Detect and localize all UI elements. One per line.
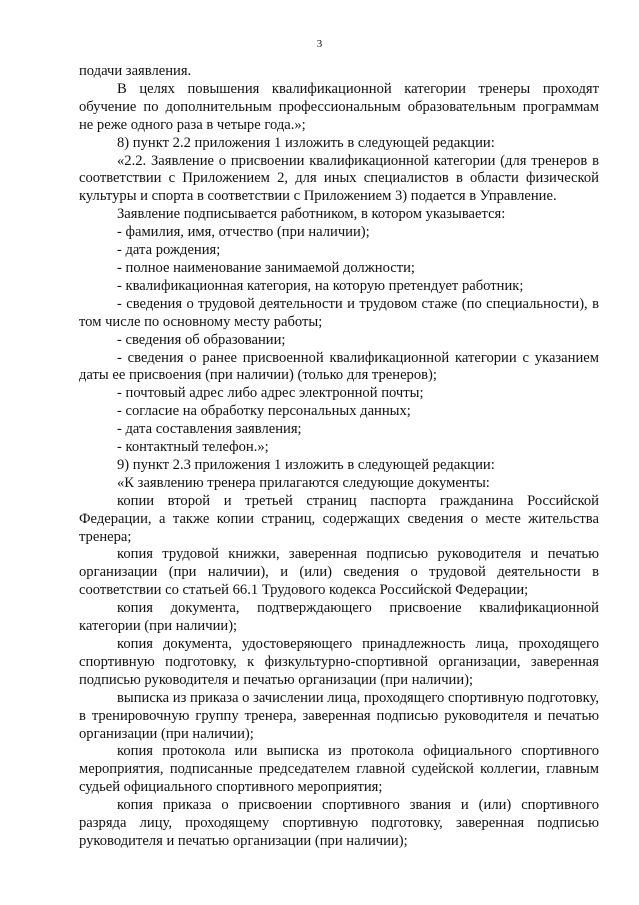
paragraph: копия трудовой книжки, заверенная подписью руководителя и печатью организации (при наличии), и (или) сведения о трудовой деятельности в соответствии со статьей 66.1 Трудового кодекса Российской Федерации; xyxy=(79,546,599,599)
list-item: - квалификационная категория, на которую претендует работник; xyxy=(117,277,524,294)
list-item: - полное наименование занимаемой должности; xyxy=(117,259,415,276)
paragraph-continuation: подачи заявления. xyxy=(79,63,192,79)
paragraph: копия протокола или выписка из протокола официального спортивного мероприятия, подписанные председателем главной судейской коллегии, главным судьей официального спортивного мероприятия; xyxy=(79,743,599,796)
list-item: - сведения об образовании; xyxy=(117,331,286,348)
list-item: - сведения о трудовой деятельности и трудовом стаже (по специальности), в том числе по основному месту работы; xyxy=(79,295,599,330)
list-item: - контактный телефон.»; xyxy=(117,439,269,456)
document-body xyxy=(79,63,599,851)
list-item: - фамилия, имя, отчество (при наличии); xyxy=(117,224,370,241)
amendment-item-9: 9) пункт 2.3 приложения 1 изложить в следующей редакции: xyxy=(117,456,495,473)
paragraph: копия документа, удостоверяющего принадлежность лица, проходящего спортивную подготовку, к физкультурно-спортивной организации, заверенная подписью руководителя и печатью организации (при наличии); xyxy=(79,636,599,688)
list-item: - почтовый адрес либо адрес электронной почты; xyxy=(117,385,424,402)
paragraph: копия документа, подтверждающего присвоение квалификационной категории (при наличии); xyxy=(79,600,599,635)
paragraph: «К заявлению тренера прилагаются следующие документы: xyxy=(117,474,490,491)
paragraph: В целях повышения квалификационной категории тренеры проходят обучение по дополнительным профессиональным образовательным программам не реже одного раза в четыре года.»; xyxy=(79,80,599,133)
paragraph: выписка из приказа о зачислении лица, проходящего спортивную подготовку, в тренировочную группу тренера, заверенная подписью руководителя и печатью организации (при наличии); xyxy=(79,689,599,742)
paragraph: копия приказа о присвоении спортивного звания и (или) спортивного разряда лицу, проходящему спортивную подготовку, заверенная подписью руководителя и печатью организации (при наличии); xyxy=(79,797,599,849)
paragraph: «2.2. Заявление о присвоении квалификационной категории (для тренеров в соответствии с Приложением 2, для иных специалистов в области физической культуры и спорта в соответствии с Приложением 3) подается в Управление. xyxy=(79,152,599,205)
list-item: - сведения о ранее присвоенной квалификационной категории с указанием даты ее присвоения (при наличии) (только для тренеров); xyxy=(79,349,599,384)
list-item: - дата составления заявления; xyxy=(117,421,302,438)
list-item: - согласие на обработку персональных данных; xyxy=(117,403,411,420)
paragraph: Заявление подписывается работником, в котором указывается: xyxy=(117,206,506,223)
page-number: 3 xyxy=(316,38,323,50)
paragraph: копии второй и третьей страниц паспорта гражданина Российской Федерации, а также копии страниц, содержащих сведения о месте жительства тренера; xyxy=(79,492,599,545)
list-item: - дата рождения; xyxy=(117,242,221,259)
amendment-item-8: 8) пункт 2.2 приложения 1 изложить в следующей редакции: xyxy=(117,134,495,151)
